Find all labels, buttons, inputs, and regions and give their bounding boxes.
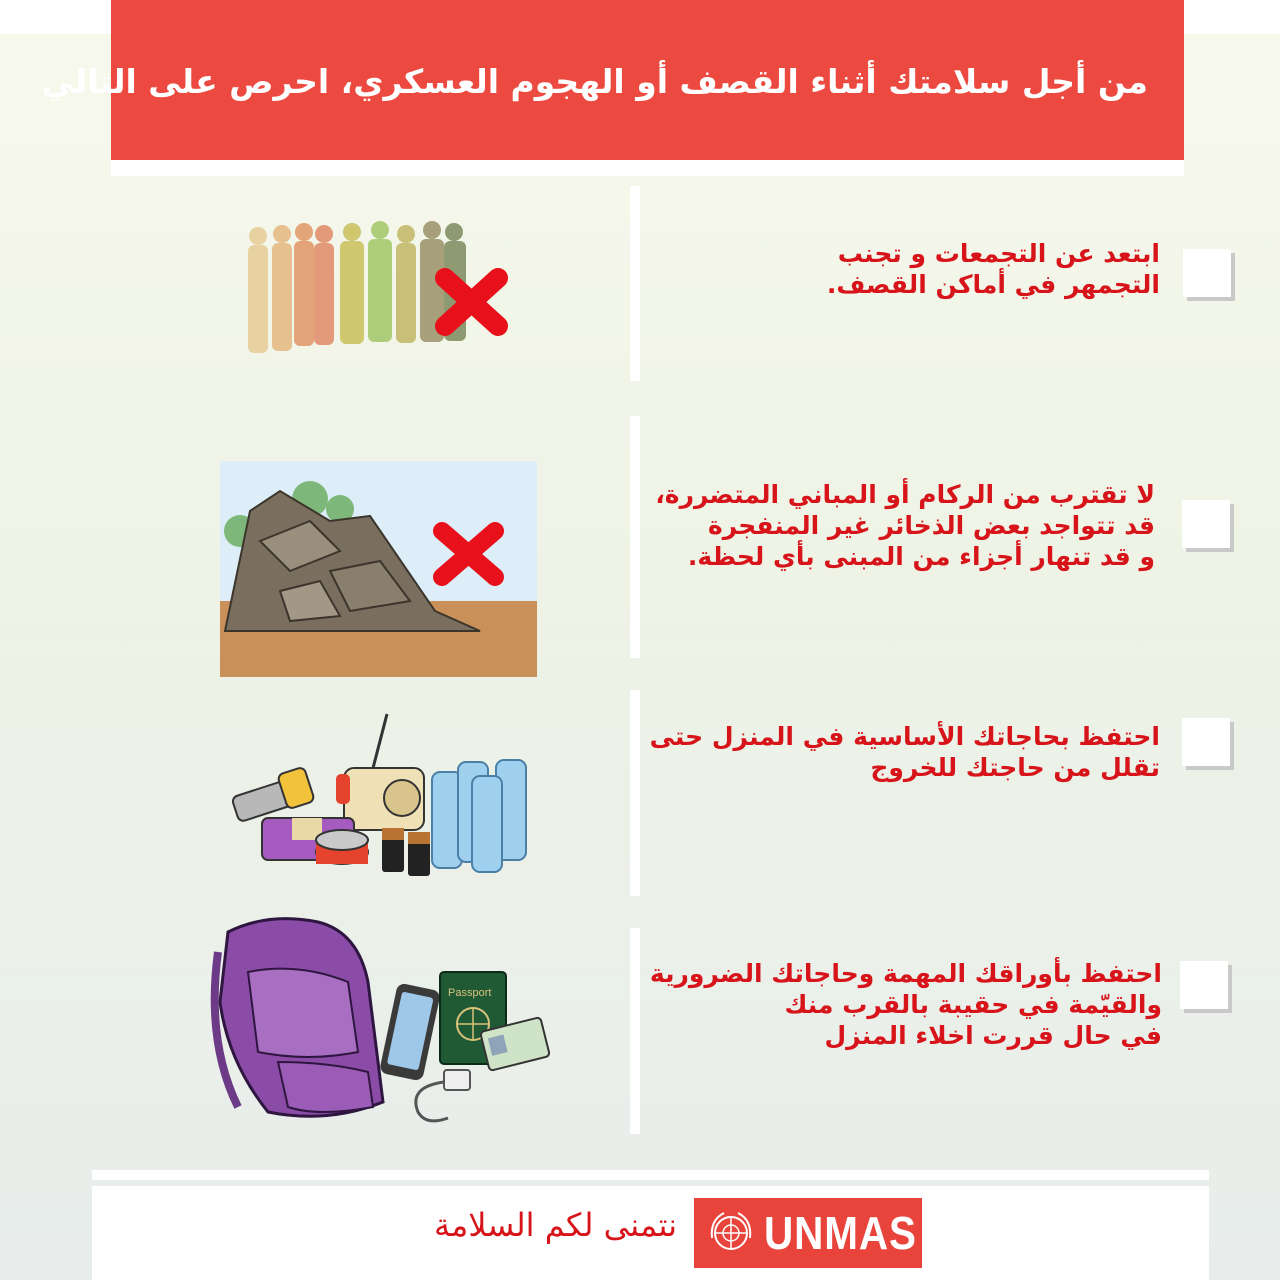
unmas-logo-text: UNMAS bbox=[764, 1207, 917, 1259]
crowd-avoid-illustration bbox=[240, 218, 520, 358]
tip-2-checkbox[interactable] bbox=[1182, 500, 1230, 548]
un-emblem-icon bbox=[706, 1208, 756, 1258]
footer-divider bbox=[92, 1170, 1209, 1180]
essentials-illustration bbox=[232, 710, 542, 880]
tip-3-line-1: احتفظ بحاجاتك الأساسية في المنزل حتى bbox=[649, 722, 1160, 751]
rubble-avoid-illustration bbox=[220, 461, 537, 677]
passport-label: Passport bbox=[448, 987, 492, 999]
tip-2-text bbox=[655, 479, 1155, 572]
tip-2-line-2: قد تتواجد بعض الذخائر غير المنفجرة bbox=[707, 511, 1155, 540]
footer-slogan: نتمنى لكم السلامة bbox=[433, 1206, 677, 1244]
column-divider bbox=[630, 416, 640, 658]
tip-2-line-3: و قد تنهار أجزاء من المبنى بأي لحظة. bbox=[687, 542, 1155, 571]
tip-1-checkbox[interactable] bbox=[1183, 249, 1231, 297]
page-title: من أجل سلامتك أثناء القصف أو الهجوم العسكري، احرص على التالي bbox=[41, 62, 1148, 101]
header-banner bbox=[41, 0, 1184, 160]
crowd-silhouettes-icon bbox=[248, 221, 466, 353]
backpack-icon bbox=[215, 919, 383, 1117]
charger-icon bbox=[416, 1070, 470, 1121]
tin-can-icon bbox=[316, 830, 368, 864]
tip-4-text bbox=[650, 958, 1162, 1051]
tip-1-line-2: التجمهر في أماكن القصف. bbox=[826, 270, 1160, 299]
header-underline bbox=[111, 160, 1184, 176]
phone-icon bbox=[379, 982, 441, 1081]
tip-3-checkbox[interactable] bbox=[1182, 718, 1230, 766]
tip-4-line-2: والقيّمة في حقيبة بالقرب منك bbox=[784, 990, 1162, 1019]
flashlight-icon bbox=[232, 767, 315, 823]
battery-icon bbox=[382, 828, 430, 876]
tip-4-checkbox[interactable] bbox=[1180, 961, 1228, 1009]
tip-1-line-1: ابتعد عن التجمعات و تجنب bbox=[837, 239, 1160, 268]
footer bbox=[92, 1186, 1209, 1280]
column-divider bbox=[630, 186, 640, 381]
radio-icon bbox=[336, 714, 424, 830]
water-bottles-icon bbox=[432, 760, 526, 872]
tip-3-line-2: تقلل من حاجتك للخروج bbox=[870, 753, 1160, 782]
tip-2-line-1: لا تقترب من الركام أو المباني المتضررة، bbox=[655, 480, 1155, 509]
tip-4-line-1: احتفظ بأوراقك المهمة وحاجاتك الضرورية bbox=[649, 959, 1162, 988]
emergency-bag-illustration bbox=[208, 912, 553, 1127]
tip-1-text bbox=[827, 238, 1160, 300]
unmas-logo bbox=[694, 1198, 922, 1268]
column-divider bbox=[630, 690, 640, 896]
tip-3-text bbox=[650, 721, 1160, 783]
column-divider bbox=[630, 928, 640, 1134]
tip-4-line-3: في حال قررت اخلاء المنزل bbox=[824, 1021, 1162, 1050]
